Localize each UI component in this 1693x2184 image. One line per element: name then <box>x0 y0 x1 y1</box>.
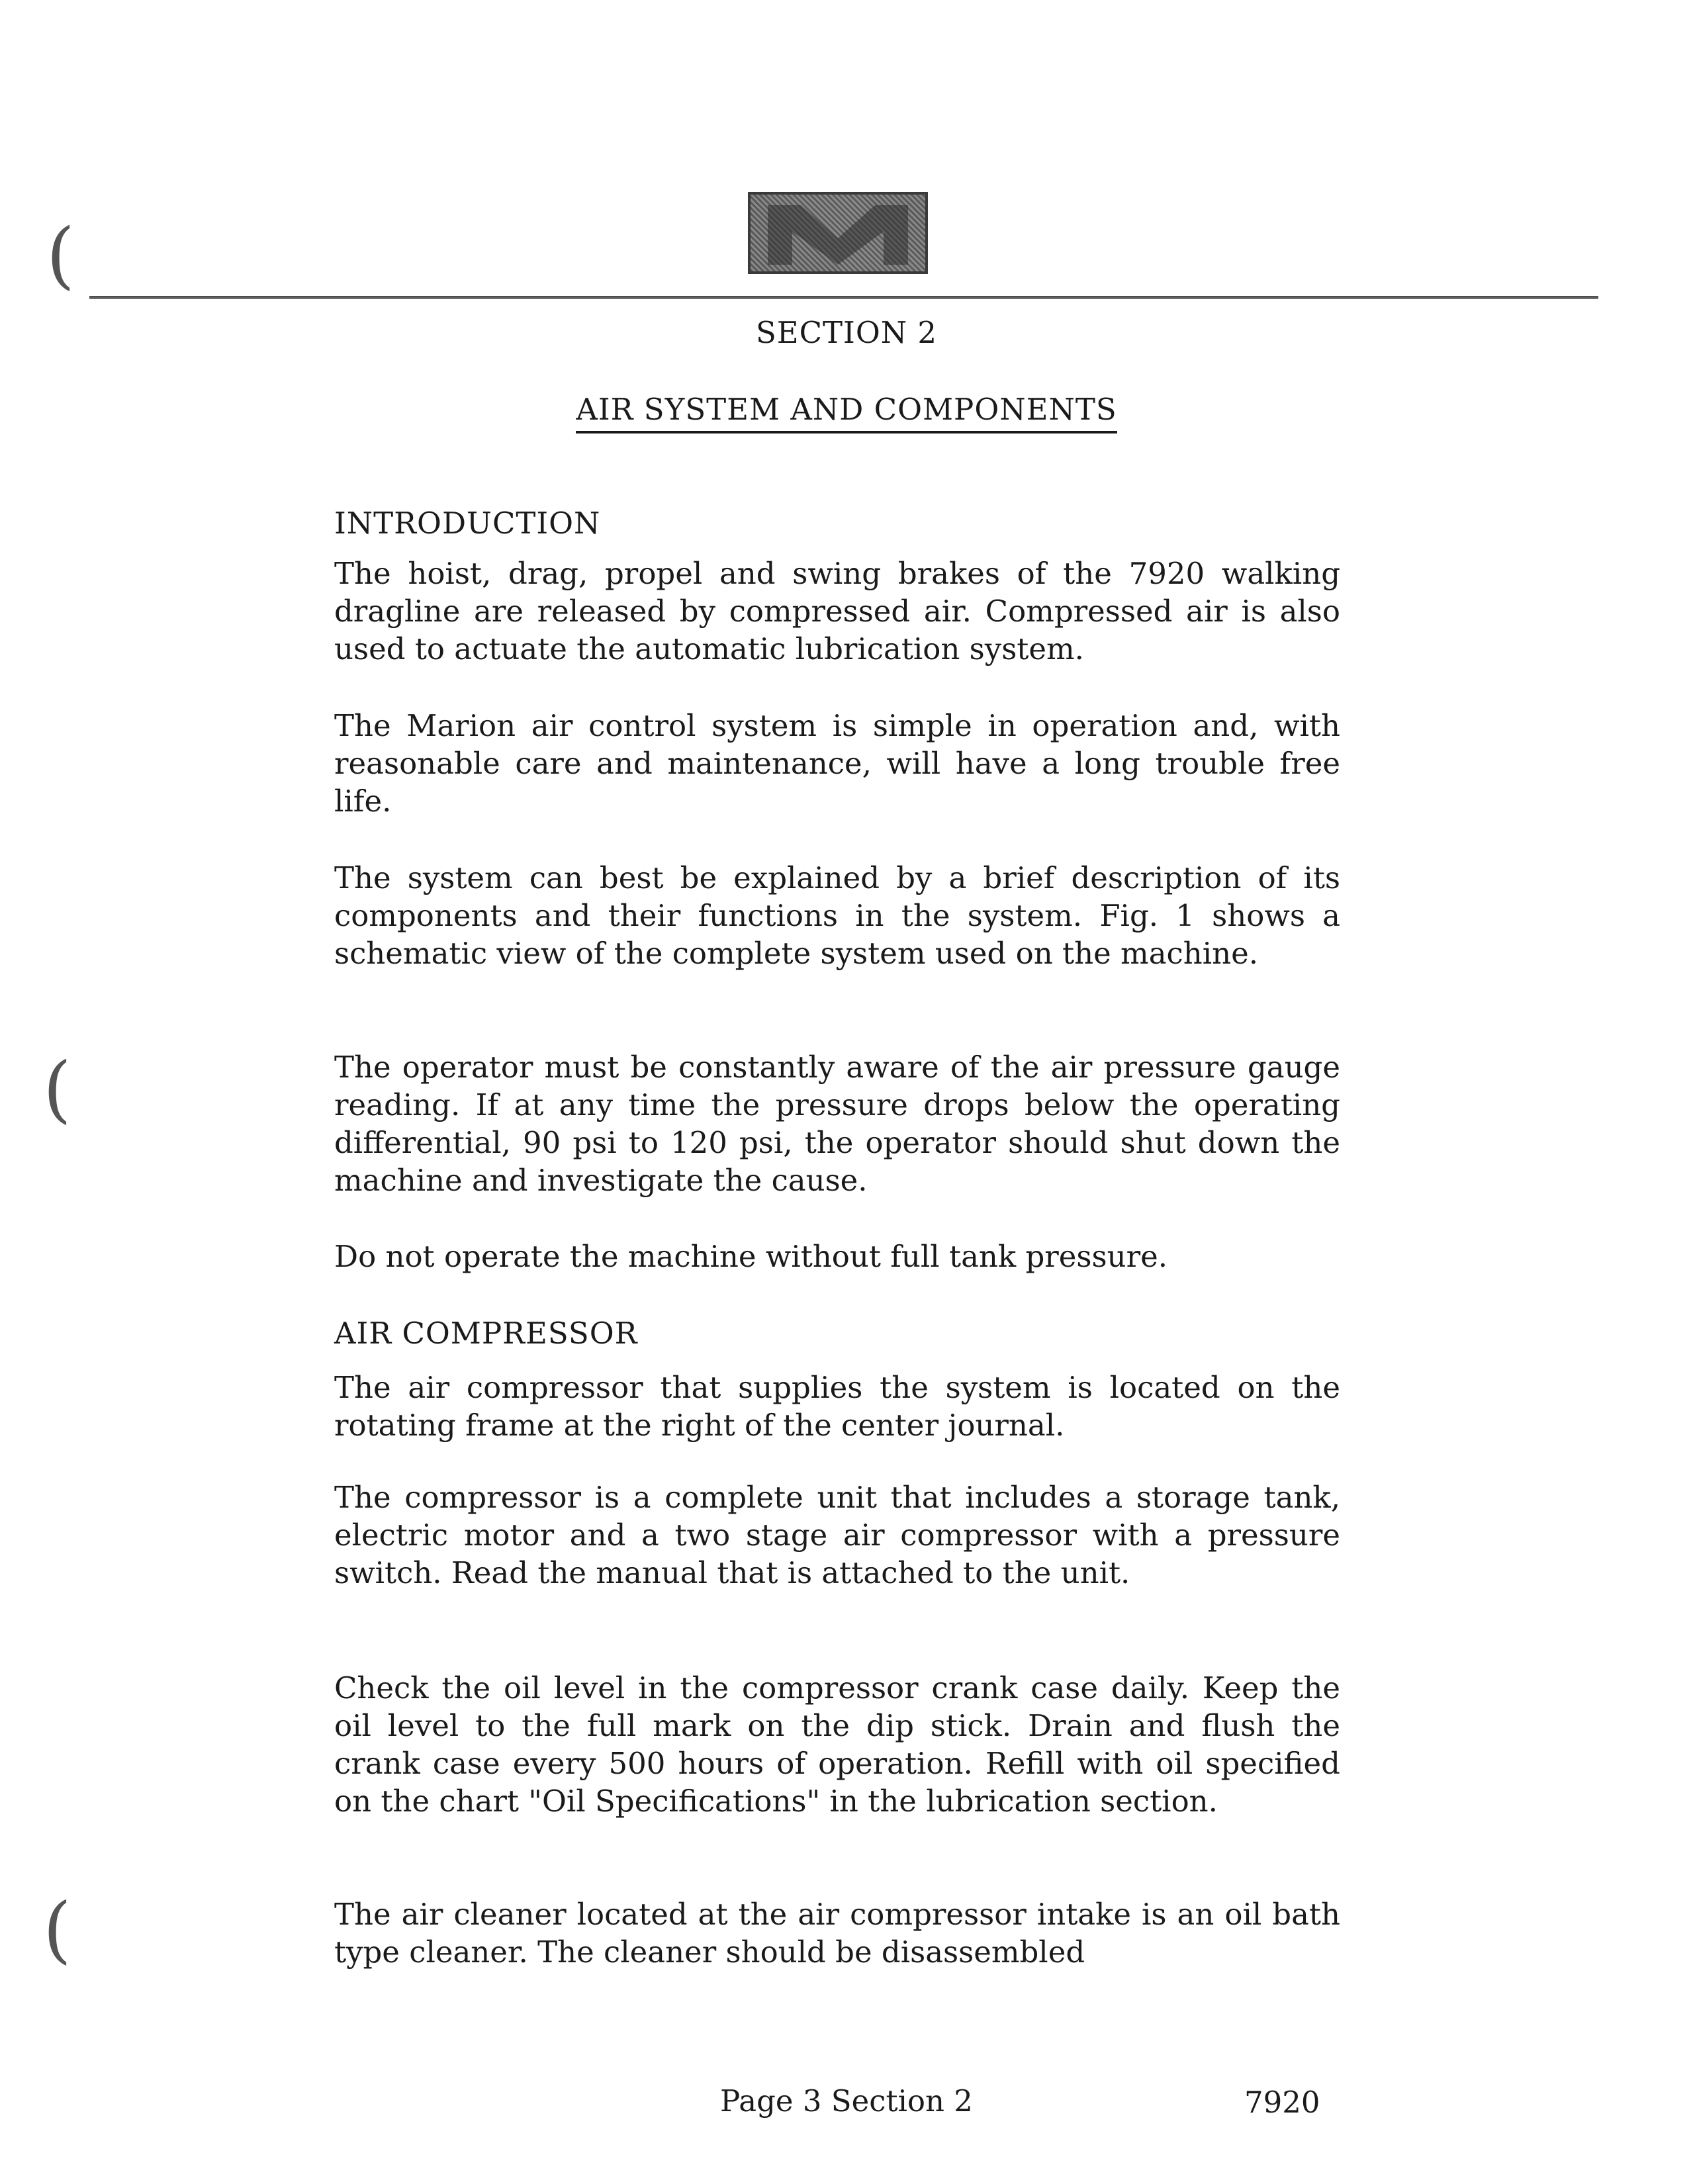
paragraph-text: The air compressor that supplies the system is located on the rotating frame at the right of the center journal. <box>334 1370 1340 1443</box>
intro-paragraph <box>334 859 1340 972</box>
intro-heading: INTRODUCTION <box>334 506 601 541</box>
paragraph-text: The compressor is a complete unit that includes a storage tank, electric motor and a two stage air compressor with a pressure switch. Read the manual that is attached to the unit. <box>334 1480 1340 1590</box>
model-number: 7920 <box>1244 2085 1320 2120</box>
paragraph-text: Do not operate the machine without full tank pressure. <box>334 1239 1168 1274</box>
intro-paragraph <box>334 1048 1340 1199</box>
binder-hole-mark: ( <box>43 1887 71 1972</box>
intro-heading-block <box>334 506 1340 541</box>
section-title: AIR SYSTEM AND COMPONENTS <box>576 392 1117 433</box>
paragraph-text: The Marion air control system is simple in operation and, with reasonable care and maintenance, will have a long trouble free life. <box>334 708 1340 819</box>
intro-paragraph <box>334 1238 1340 1275</box>
binder-hole-mark: ( <box>43 1046 71 1131</box>
compressor-heading-block <box>334 1316 1340 1351</box>
compressor-heading: AIR COMPRESSOR <box>334 1316 638 1351</box>
paragraph-text: The operator must be constantly aware of the air pressure gauge reading. If at any time the pressure drops below the operating differential, 90 psi to 120 psi, the operator should shut down the machine and investigate the cause. <box>334 1050 1340 1198</box>
compressor-paragraph <box>334 1369 1340 1444</box>
paragraph-text: The hoist, drag, propel and swing brakes of the 7920 walking dragline are released by compressed air. Compressed air is also used to actuate the automatic lubrication system. <box>334 556 1340 666</box>
paragraph-text: The air cleaner located at the air compressor intake is an oil bath type cleaner. The cleaner should be disassembled <box>334 1897 1340 1970</box>
logo-m-mark <box>748 192 928 274</box>
header-rule <box>89 296 1598 299</box>
page-footer-label: Page 3 Section 2 <box>720 2083 973 2118</box>
section-title-wrap <box>0 392 1693 433</box>
compressor-paragraph <box>334 1479 1340 1592</box>
intro-paragraph <box>334 707 1340 820</box>
paragraph-text: Check the oil level in the compressor crank case daily. Keep the oil level to the full mark on the dip stick. Drain and flush the crank case every 500 hours of operation. Refill with oil specified on the chart "Oil Specifications" in the lubrication section. <box>334 1670 1340 1819</box>
intro-paragraph <box>334 555 1340 668</box>
compressor-paragraph <box>334 1895 1340 1971</box>
compressor-paragraph <box>334 1669 1340 1820</box>
paragraph-text: The system can best be explained by a brief description of its components and their functions in the system. Fig. 1 shows a schematic view of the complete system used on the machine. <box>334 860 1340 971</box>
binder-hole-mark: ( <box>46 212 75 297</box>
section-label: SECTION 2 <box>755 315 938 350</box>
